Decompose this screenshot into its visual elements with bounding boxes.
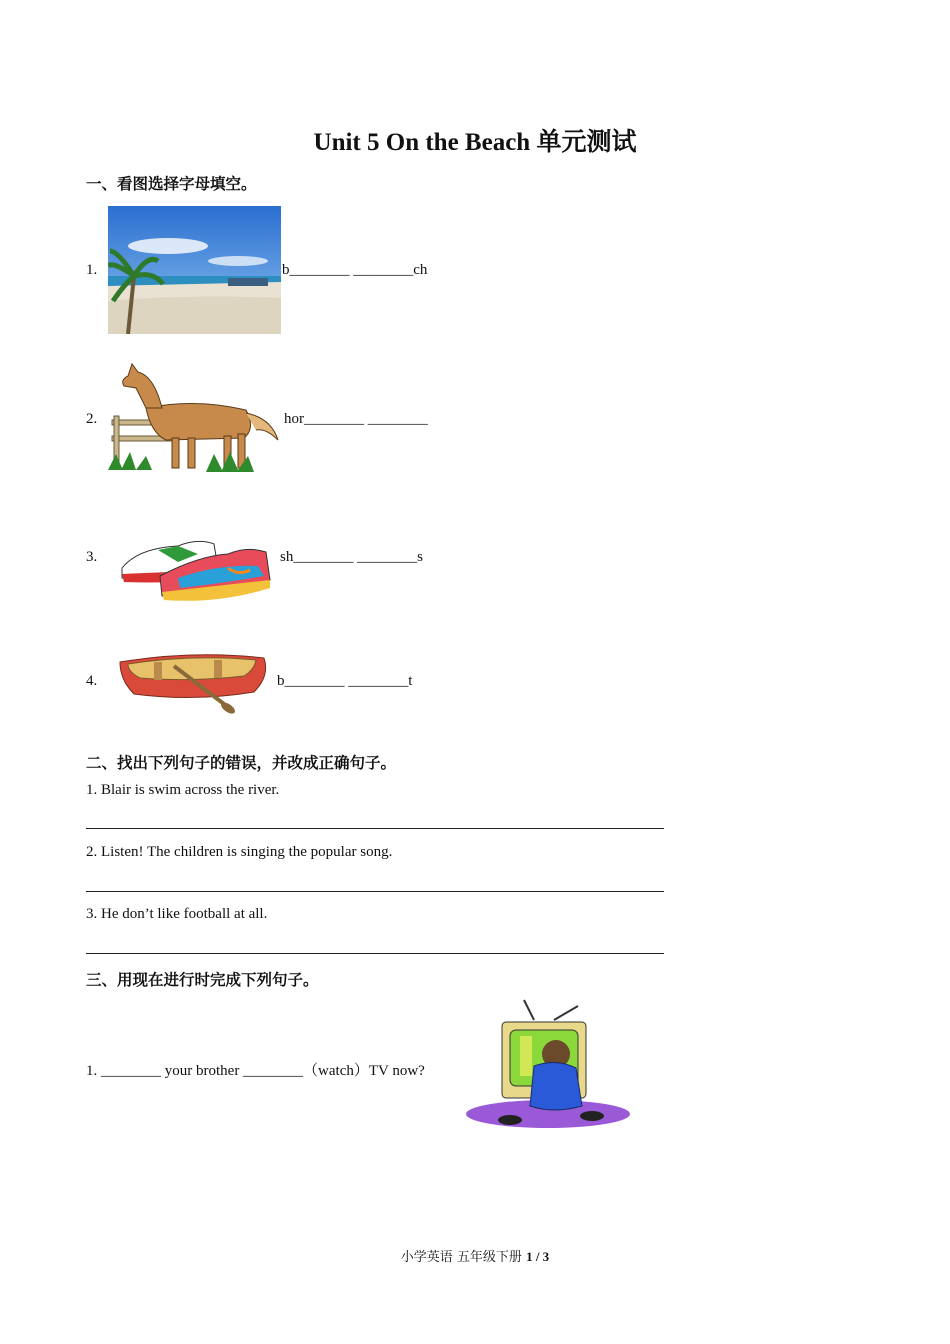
shoes-image bbox=[118, 518, 272, 602]
section3-heading: 三、用现在进行时完成下列句子。 bbox=[86, 971, 319, 989]
sentence-2: 2. Listen! The children is singing the popular song. bbox=[86, 844, 393, 860]
item1-number: 1. bbox=[86, 262, 98, 278]
boy-watching-tv-image bbox=[464, 996, 634, 1132]
item2-answer: hor________ ________ bbox=[284, 411, 428, 427]
page-number: 1 / 3 bbox=[526, 1249, 550, 1264]
boat-image bbox=[114, 636, 276, 728]
answer-line-3 bbox=[86, 953, 664, 954]
answer-line-2 bbox=[86, 891, 664, 892]
item2-number: 2. bbox=[86, 411, 98, 427]
item4-answer: b________ ________t bbox=[277, 673, 413, 689]
item1-answer: b________ ________ch bbox=[282, 262, 428, 278]
section1-heading: 一、看图选择字母填空。 bbox=[86, 175, 257, 193]
page-footer bbox=[0, 1246, 950, 1265]
item3-answer: sh________ ________s bbox=[280, 549, 423, 565]
section2-heading: 二、找出下列句子的错误，并改成正确句子。 bbox=[86, 754, 397, 772]
item4-number: 4. bbox=[86, 673, 98, 689]
sentence-s3-1: 1. ________ your brother ________（watch）TV now? bbox=[86, 1063, 425, 1079]
horse-image bbox=[106, 358, 282, 478]
page-title: Unit 5 On the Beach 单元测试 bbox=[313, 129, 637, 156]
answer-line-1 bbox=[86, 828, 664, 829]
item3-number: 3. bbox=[86, 549, 98, 565]
beach-image bbox=[108, 206, 281, 334]
sentence-1: 1. Blair is swim across the river. bbox=[86, 782, 280, 798]
footer-text: 小学英语 五年级下册 bbox=[400, 1250, 527, 1265]
sentence-3: 3. He don’t like football at all. bbox=[86, 906, 268, 922]
